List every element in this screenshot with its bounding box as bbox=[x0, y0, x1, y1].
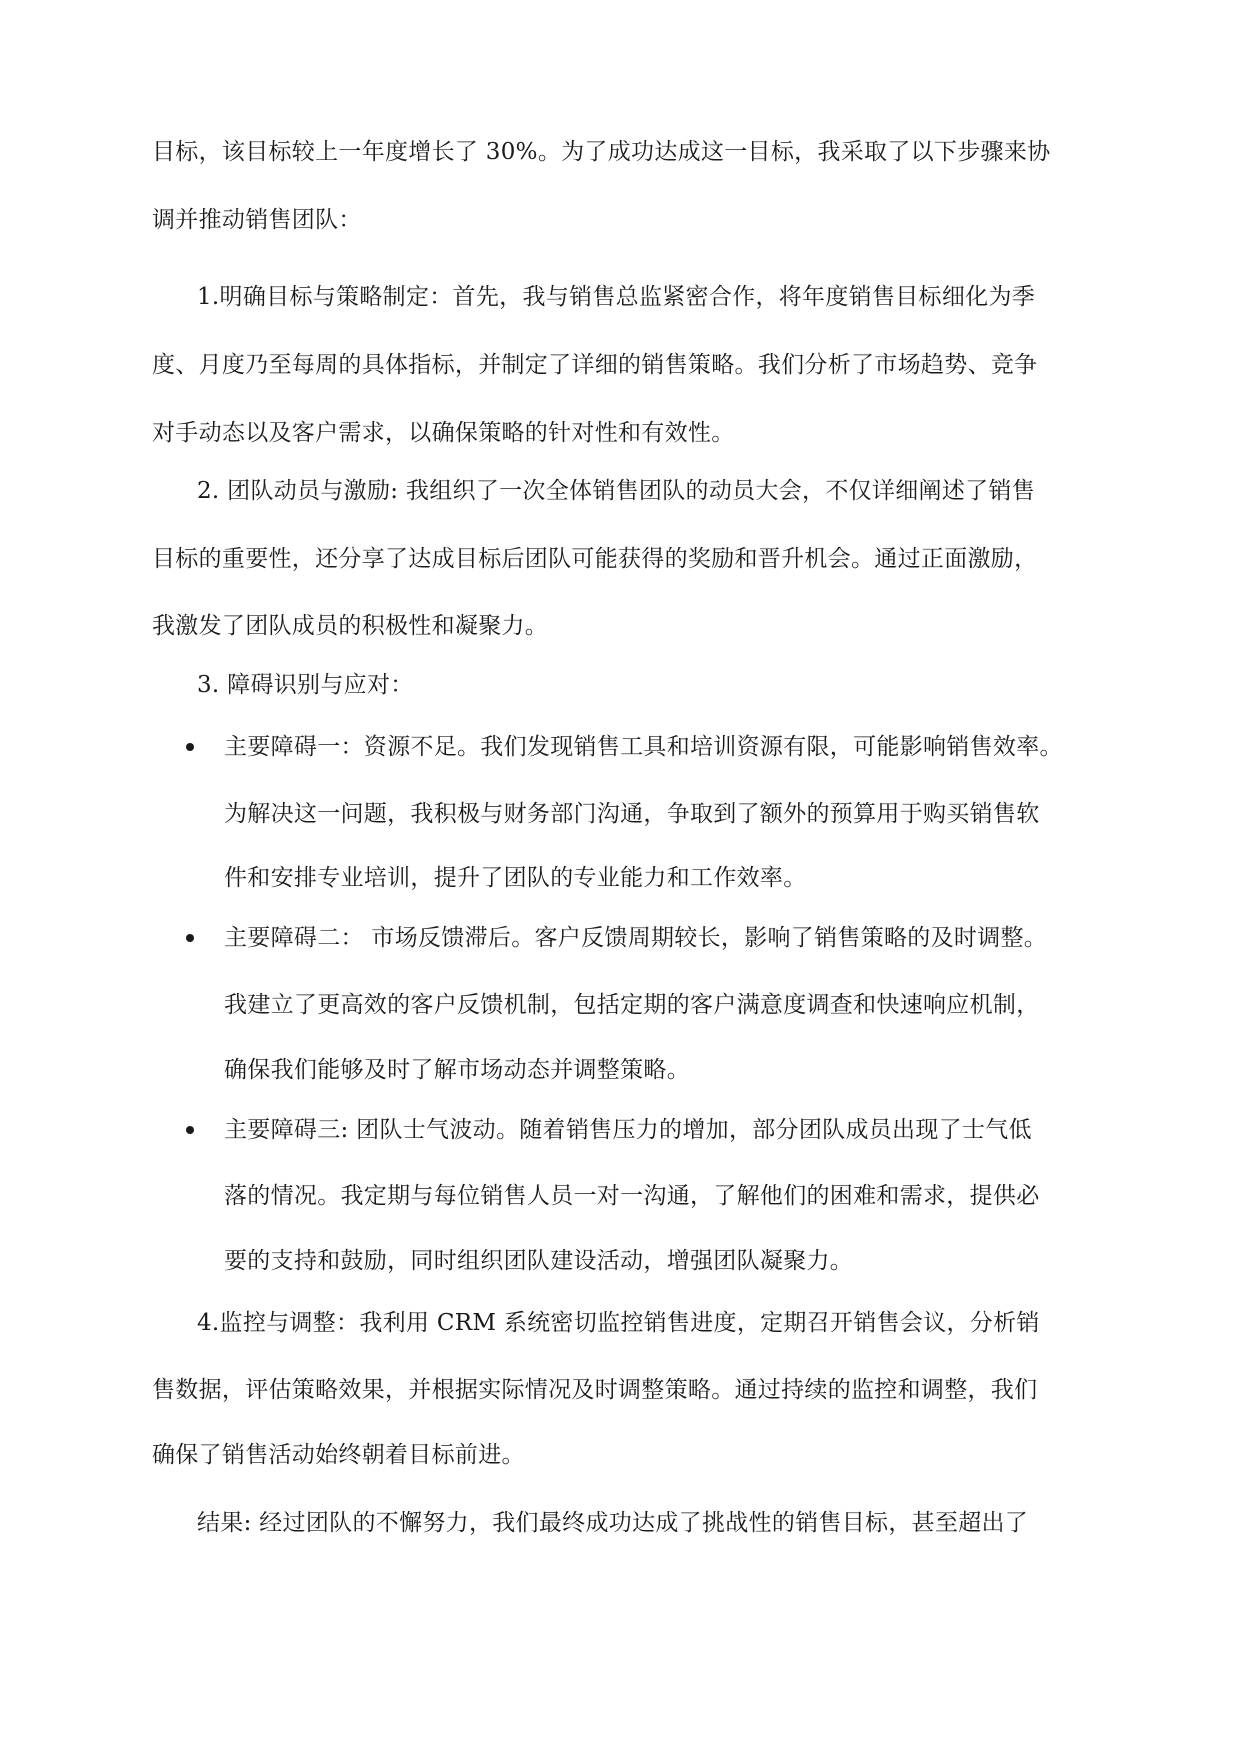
paragraph-line: 调并推动销售团队： bbox=[152, 207, 362, 233]
bullet-line: 我建立了更高效的客户反馈机制，包括定期的客户满意度调查和快速响应机制， bbox=[224, 992, 1040, 1018]
paragraph-line: 度、月度乃至每周的具体指标，并制定了详细的销售策略。我们分析了市场趋势、竞争 bbox=[152, 352, 1038, 378]
bullet-dot-icon bbox=[186, 743, 194, 751]
bullet-line: 主要障碍二： 市场反馈滞后。客户反馈周期较长，影响了销售策略的及时调整。 bbox=[224, 925, 1048, 951]
bullet-line: 确保我们能够及时了解市场动态并调整策略。 bbox=[224, 1057, 690, 1083]
paragraph-line: 结果: 经过团队的不懈努力，我们最终成功达成了挑战性的销售目标，甚至超出了 bbox=[197, 1510, 1029, 1536]
bullet-line: 要的支持和鼓励，同时组织团队建设活动，增强团队凝聚力。 bbox=[224, 1248, 854, 1274]
paragraph-line: 对手动态以及客户需求，以确保策略的针对性和有效性。 bbox=[152, 420, 735, 446]
bullet-dot-icon bbox=[186, 1126, 194, 1134]
bullet-line: 为解决这一问题，我积极与财务部门沟通，争取到了额外的预算用于购买销售软 bbox=[224, 801, 1040, 827]
paragraph-line: 目标的重要性，还分享了达成目标后团队可能获得的奖励和晋升机会。通过正面激励， bbox=[152, 546, 1038, 572]
paragraph-line: 4.监控与调整：我利用 CRM 系统密切监控销售进度，定期召开销售会议，分析销 bbox=[197, 1310, 1040, 1336]
bullet-line: 件和安排专业培训，提升了团队的专业能力和工作效率。 bbox=[224, 865, 807, 891]
bullet-line: 主要障碍一：资源不足。我们发现销售工具和培训资源有限，可能影响销售效率。 bbox=[224, 734, 1063, 760]
paragraph-line: 售数据，评估策略效果，并根据实际情况及时调整策略。通过持续的监控和调整，我们 bbox=[152, 1377, 1038, 1403]
bullet-dot-icon bbox=[186, 934, 194, 942]
paragraph-line: 我激发了团队成员的积极性和凝聚力。 bbox=[152, 613, 549, 639]
paragraph-line: 1.明确目标与策略制定：首先，我与销售总监紧密合作，将年度销售目标细化为季 bbox=[197, 284, 1036, 310]
paragraph-line: 2. 团队动员与激励: 我组织了一次全体销售团队的动员大会，不仅详细阐述了销售 bbox=[197, 478, 1036, 504]
paragraph-line: 目标，该目标较上一年度增长了 30%。为了成功达成这一目标，我采取了以下步骤来协 bbox=[152, 139, 1051, 165]
paragraph-line: 确保了销售活动始终朝着目标前进。 bbox=[152, 1442, 525, 1468]
step-3-heading: 3. 障碍识别与应对： bbox=[197, 672, 414, 698]
bullet-line: 落的情况。我定期与每位销售人员一对一沟通，了解他们的困难和需求，提供必 bbox=[224, 1183, 1040, 1209]
bullet-line: 主要障碍三: 团队士气波动。随着销售压力的增加，部分团队成员出现了士气低 bbox=[224, 1117, 1032, 1143]
